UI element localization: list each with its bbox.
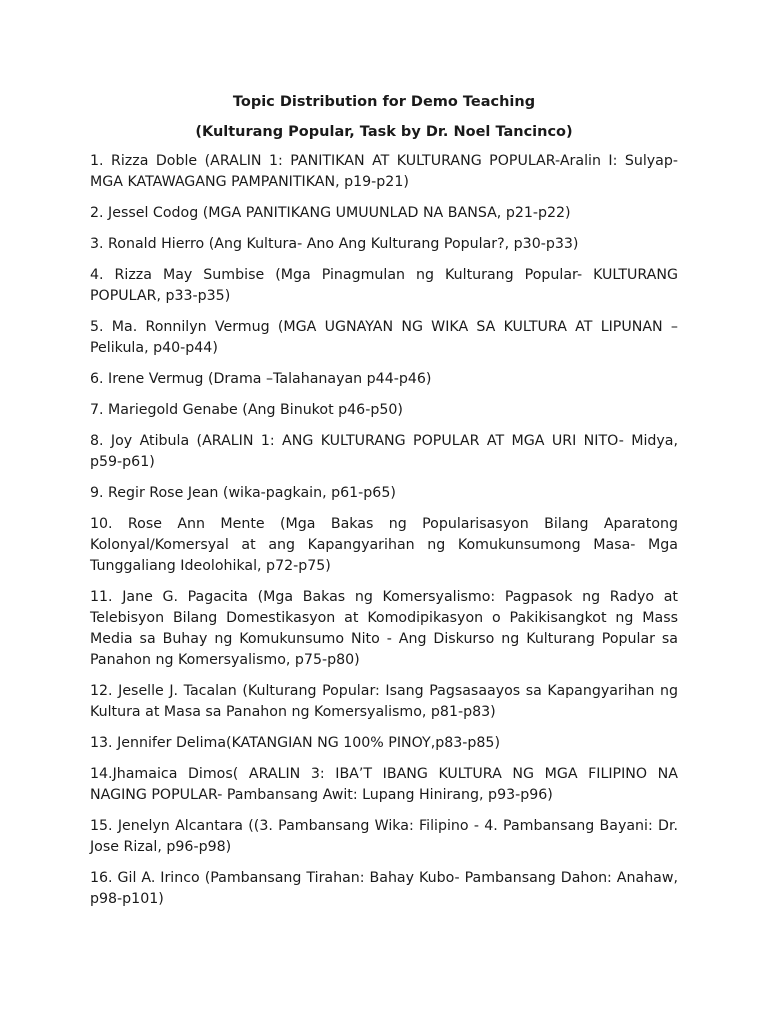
topic-item-1: 1. Rizza Doble (ARALIN 1: PANITIKAN AT KULTURANG POPULAR-Aralin I: Sulyap- MGA KATAWAGANG PAMPANITIKAN, p19-p21)	[90, 153, 678, 190]
topic-item-8: 8. Joy Atibula (ARALIN 1: ANG KULTURANG POPULAR AT MGA URI NITO- Midya, p59-p61)	[90, 433, 678, 470]
topic-item-3: 3. Ronald Hierro (Ang Kultura- Ano Ang Kulturang Popular?, p30-p33)	[90, 236, 579, 252]
topic-item-14: 14.Jhamaica Dimos( ARALIN 3: IBA’T IBANG KULTURA NG MGA FILIPINO NA NAGING POPULAR- Pambansang Awit: Lupang Hinirang, p93-p96)	[90, 766, 678, 803]
topic-item-2: 2. Jessel Codog (MGA PANITIKANG UMUUNLAD NA BANSA, p21-p22)	[90, 205, 571, 221]
topic-item-5: 5. Ma. Ronnilyn Vermug (MGA UGNAYAN NG WIKA SA KULTURA AT LIPUNAN – Pelikula, p40-p44)	[90, 319, 678, 356]
document-subtitle: (Kulturang Popular, Task by Dr. Noel Tancinco)	[195, 124, 573, 140]
document-page	[90, 92, 678, 920]
topic-item-13: 13. Jennifer Delima(KATANGIAN NG 100% PINOY,p83-p85)	[90, 735, 500, 751]
topic-item-6: 6. Irene Vermug (Drama –Talahanayan p44-p46)	[90, 371, 432, 387]
topic-item-7: 7. Mariegold Genabe (Ang Binukot p46-p50)	[90, 402, 403, 418]
topic-item-10: 10. Rose Ann Mente (Mga Bakas ng Popularisasyon Bilang Aparatong Kolonyal/Komersyal at ang Kapangyarihan ng Komukunsumong Masa- Mga Tunggaliang Ideolohikal, p72-p75)	[90, 516, 678, 574]
topic-item-4: 4. Rizza May Sumbise (Mga Pinagmulan ng Kulturang Popular- KULTURANG POPULAR, p33-p35)	[90, 267, 678, 304]
topic-item-12: 12. Jeselle J. Tacalan (Kulturang Popular: Isang Pagsasaayos sa Kapangyarihan ng Kultura at Masa sa Panahon ng Komersyalismo, p81-p83)	[90, 683, 678, 720]
document-title: Topic Distribution for Demo Teaching	[232, 94, 536, 110]
topic-item-15: 15. Jenelyn Alcantara ((3. Pambansang Wika: Filipino - 4. Pambansang Bayani: Dr. Jose Rizal, p96-p98)	[90, 818, 678, 855]
topic-list	[90, 151, 678, 910]
topic-item-9: 9. Regir Rose Jean (wika-pagkain, p61-p65)	[90, 485, 396, 501]
topic-item-11: 11. Jane G. Pagacita (Mga Bakas ng Komersyalismo: Pagpasok ng Radyo at Telebisyon Bilang Domestikasyon at Komodipikasyon o Pakikisangkot ng Mass Media sa Buhay ng Komukunsumo Nito - Ang Diskurso ng Kulturang Popular sa Panahon ng Komersyalismo, p75-p80)	[90, 589, 678, 668]
topic-item-16: 16. Gil A. Irinco (Pambansang Tirahan: Bahay Kubo- Pambansang Dahon: Anahaw, p98-p101)	[90, 870, 678, 907]
